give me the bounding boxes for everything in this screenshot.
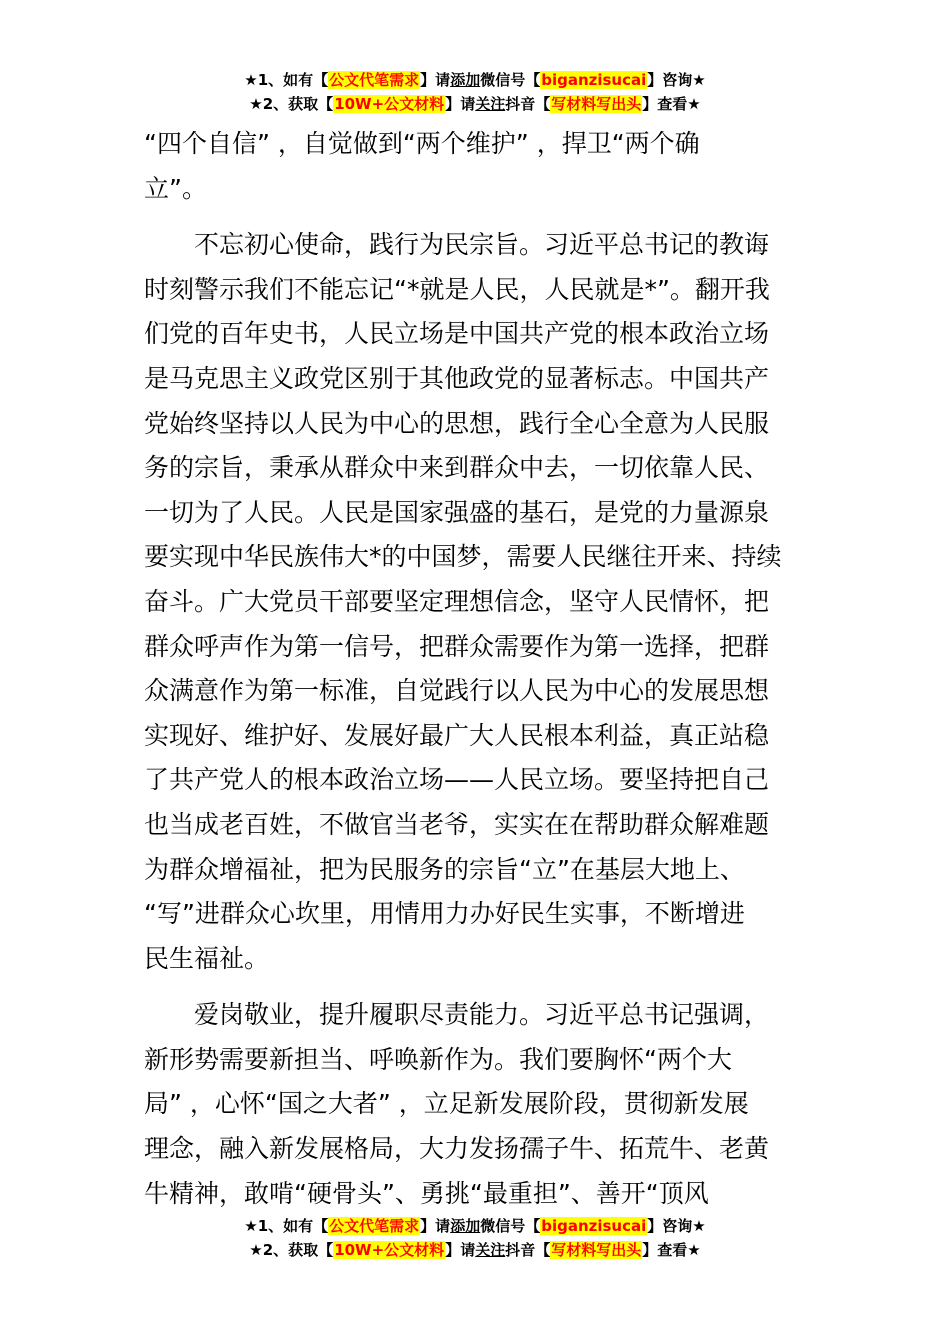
banner-text: 】请 (420, 71, 451, 89)
banner-text: ★1、如有【 (244, 1217, 329, 1235)
banner-text: 】请 (445, 95, 476, 113)
underlined-follow: 关注 (475, 1241, 506, 1259)
banner-text: ★2、获取【 (249, 1241, 334, 1259)
banner-text: 微信号【 (480, 1217, 541, 1235)
banner-text: 】咨询★ (647, 71, 706, 89)
banner-text: 】请 (420, 1217, 451, 1235)
highlight-wechat-id: biganzisucai (541, 71, 647, 89)
banner-text: 】查看★ (642, 1241, 701, 1259)
highlight-wechat-id: biganzisucai (541, 1217, 647, 1235)
banner-text: 微信号【 (480, 71, 541, 89)
banner-line-2 (0, 92, 950, 116)
highlight-service: 公文代笔需求 (329, 71, 420, 89)
highlight-material: 10W+公文材料 (334, 1241, 445, 1259)
text-line: 党始终坚持以人民为中心的思想，践行全心全意为人民服 (144, 408, 770, 438)
banner-line-1 (0, 68, 950, 92)
banner-text: ★1、如有【 (244, 71, 329, 89)
text-line: 立”。 (144, 173, 207, 203)
banner-line-2 (0, 1238, 950, 1262)
text-line: 局” ，心怀“国之大者” ，立足新发展阶段，贯彻新发展 (144, 1089, 749, 1119)
banner-text: 抖音【 (505, 95, 551, 113)
paragraph-2 (144, 223, 806, 981)
text-line: 为群众增福祉，把为民服务的宗旨“立”在基层大地上、 (144, 854, 745, 884)
text-line: “写”进群众心坎里，用情用力办好民生实事，不断增进 (144, 899, 745, 929)
banner-text: 】咨询★ (647, 1217, 706, 1235)
banner-text: 】请 (445, 1241, 476, 1259)
underlined-add: 添加 (450, 1217, 481, 1235)
paragraph-3 (144, 993, 806, 1216)
text-line: 众满意作为第一标准，自觉践行以人民为中心的发展思想 (144, 676, 770, 706)
text-line: 务的宗旨，秉承从群众中来到群众中去，一切依靠人民、 (144, 453, 770, 483)
underlined-follow: 关注 (475, 95, 506, 113)
document-body (144, 122, 806, 1216)
highlight-material: 10W+公文材料 (334, 95, 445, 113)
text-line: 民生福祉。 (144, 943, 270, 973)
text-line: 了共产党人的根本政治立场——人民立场。要坚持把自己 (144, 765, 770, 795)
text-line: “四个自信” ，自觉做到“两个维护” ，捍卫“两个确 (144, 129, 700, 158)
text-line: 要实现中华民族伟大*的中国梦，需要人民继往开来、持续 (144, 542, 782, 572)
text-line: 爱岗敬业，提升履职尽责能力。习近平总书记强调， (194, 1000, 770, 1030)
text-line: 理念，融入新发展格局，大力发扬孺子牛、拓荒牛、老黄 (144, 1134, 770, 1164)
banner-text: 抖音【 (505, 1241, 551, 1259)
header-banner (0, 68, 950, 116)
banner-text: 】查看★ (642, 95, 701, 113)
text-line: 不忘初心使命，践行为民宗旨。习近平总书记的教诲 (194, 230, 770, 260)
highlight-douyin: 写材料写出头 (551, 1241, 642, 1259)
text-line: 时刻警示我们不能忘记“*就是人民，人民就是*”。翻开我 (144, 274, 770, 304)
banner-text: ★2、获取【 (249, 95, 334, 113)
text-line: 一切为了人民。人民是国家强盛的基石，是党的力量源泉 (144, 497, 770, 527)
text-line: 群众呼声作为第一信号，把群众需要作为第一选择，把群 (144, 631, 770, 661)
text-line: 牛精神，敢啃“硬骨头”、勇挑“最重担”、善开“顶风 (144, 1178, 709, 1208)
text-line: 是马克思主义政党区别于其他政党的显著标志。中国共产 (144, 363, 770, 393)
text-line: 们党的百年史书，人民立场是中国共产党的根本政治立场 (144, 319, 770, 349)
text-line: 也当成老百姓，不做官当老爷，实实在在帮助群众解难题 (144, 809, 770, 839)
banner-line-1 (0, 1214, 950, 1238)
text-line: 奋斗。广大党员干部要坚定理想信念，坚守人民情怀，把 (144, 586, 770, 616)
highlight-service: 公文代笔需求 (329, 1217, 420, 1235)
footer-banner (0, 1214, 950, 1262)
highlight-douyin: 写材料写出头 (551, 95, 642, 113)
underlined-add: 添加 (450, 71, 481, 89)
text-line: 新形势需要新担当、呼唤新作为。我们要胸怀“两个大 (144, 1044, 732, 1074)
text-line: 实现好、维护好、发展好最广大人民根本利益，真正站稳 (144, 720, 770, 750)
paragraph-1 (144, 122, 806, 211)
